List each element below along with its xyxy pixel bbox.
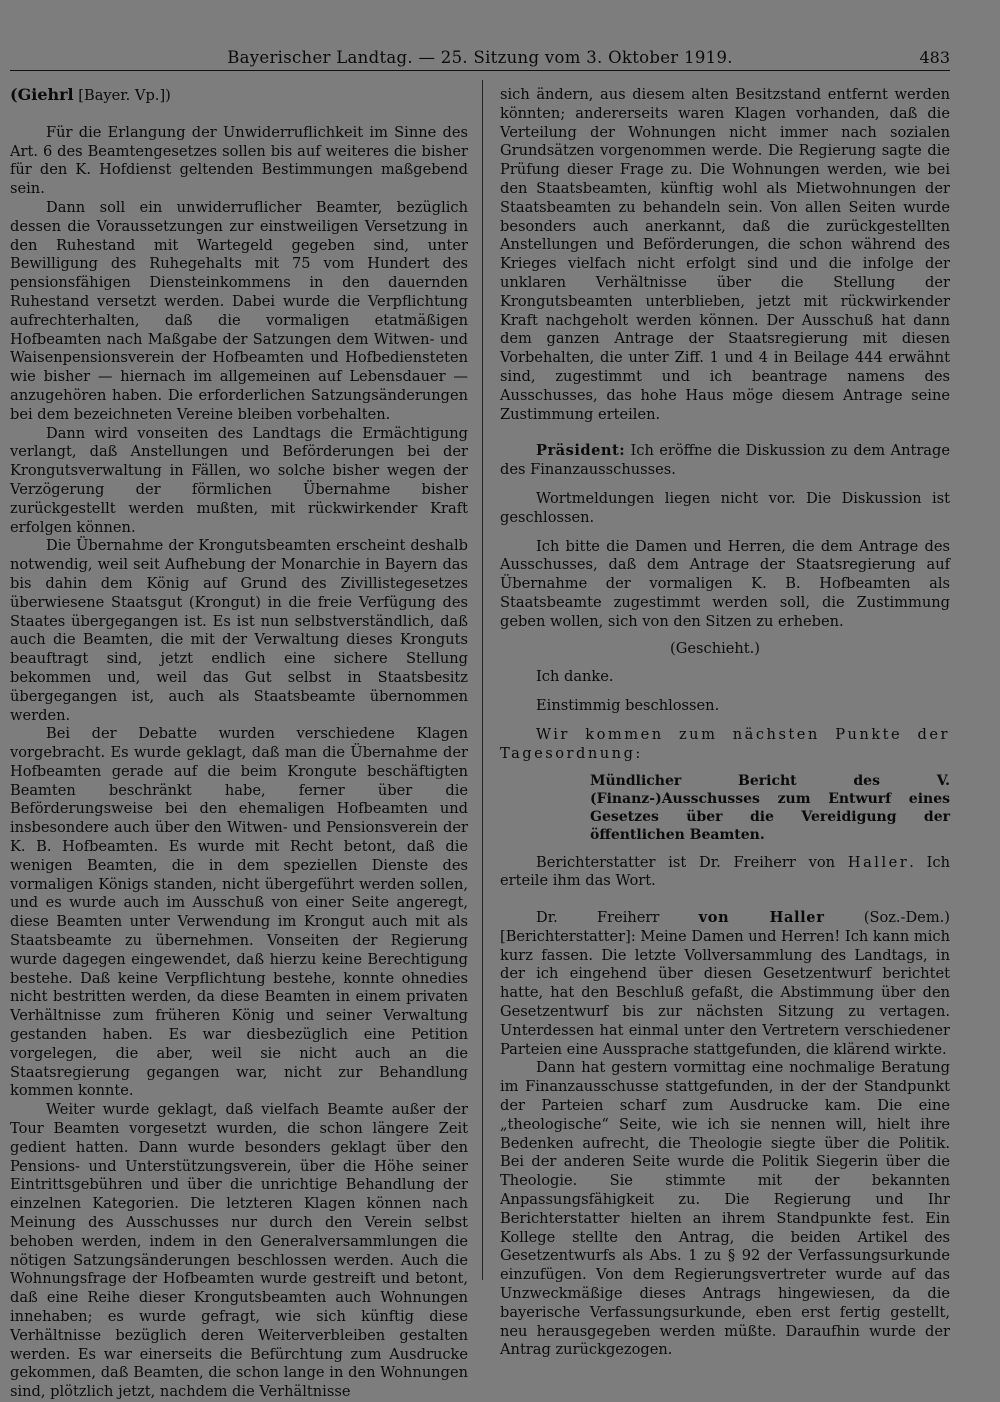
paragraph: Einstimmig beschlossen. — [536, 697, 720, 715]
speaker2-name: von Haller — [698, 909, 825, 927]
left-column — [10, 86, 468, 1402]
paragraph: Ich bitte die Damen und Herren, die dem Antrage des Ausschusses, daß dem Antrage der Staatsregierung auf Übernahme der vormaligen K. B. Hofbeamten als Staatsbeamte zugestimmt werden soll, die Zustimmung geben wollen, sich von den Sitzen zu erheben. — [500, 537, 950, 630]
speaker2-intro: Dr. Freiherr — [536, 909, 699, 927]
page-number: 483 — [919, 48, 950, 67]
paragraph: Ich danke. — [536, 668, 614, 686]
rapporteur-outro: . Ich erteile ihm das Wort. — [500, 853, 950, 890]
president-text: Ich eröffne die Diskussion zu dem Antrage des Finanzausschusses. — [500, 442, 950, 479]
paragraph: Dann soll ein unwiderruflicher Beamter, bezüglich dessen die Voraussetzungen zur einstweiligen Versetzung in den Ruhestand mit Wartegeld gegeben sind, unter Bewilligung des Ruhegehalts mit 75 vom Hundert des pensionsfähigen Diensteinkommens in den dauernden Ruhestand versetzt werden. Dabei wurde die Verpflichtung aufrechterhalten, daß die vormaligen etatmäßigen Hofbeamten nach Maßgabe der Satzungen dem Witwen- und Waisenpensionsverein der Hofbeamten und Hofbediensteten wie bisher — hiernach im allgemeinen auf Lebensdauer — anzugehören haben. Die erforderlichen Satzungsänderungen bei dem bezeichneten Vereine bleiben vorbehalten. — [10, 198, 468, 423]
paragraph: Für die Erlangung der Unwiderruflichkeit im Sinne des Art. 6 des Beamtengesetzes sollen bis auf weiteres die bisher für den K. Hofdienst geltenden Bestimmungen maßgebend sein. — [10, 123, 468, 198]
paragraph: Wortmeldungen liegen nicht vor. Die Diskussion ist geschlossen. — [500, 489, 950, 526]
speaker-party: [Bayer. Vp.]) — [73, 87, 171, 104]
speaker2-text: (Soz.-Dem.) [Berichterstatter]: Meine Damen und Herren! Ich kann mich kurz fassen. Die letzte Vollversammlung des Landtags, in der ich eingehend über diesen Gesetzentwurf berichtet hatte, hat den Beschluß gefaßt, die Abstimmung über den Gesetzentwurf bis zur nächsten Sitzung zu vertagen. Unterdessen hat einmal unter den Vertretern verschiedener Parteien eine Aussprache stattgefunden, die klärend wirkte. — [500, 909, 950, 1058]
president-label: Präsident: — [536, 442, 626, 460]
paragraph: Wir kommen zum nächsten Punkte der Tagesordnung: — [500, 725, 950, 762]
speaker-name: (Giehrl — [10, 85, 74, 104]
agenda-item-title: Mündlicher Bericht des V. (Finanz-)Ausschusses zum Entwurf eines Gesetzes über die Vereidigung der öffentlichen Beamten. — [590, 772, 950, 843]
rapporteur-intro: Berichterstatter ist Dr. Freiherr von — [536, 853, 848, 871]
column-divider — [482, 80, 483, 1280]
president-statement — [500, 442, 950, 480]
running-title: Bayerischer Landtag. — 25. Sitzung vom 3. Oktober 1919. — [227, 48, 733, 67]
paragraph: sich ändern, aus diesem alten Besitzstand entfernt werden könnten; andererseits waren Klagen vorhanden, daß die Verteilung der Wohnungen nicht immer nach sozialen Grundsätzen vorgenommen werde. Die Regierung sagte die Prüfung dieser Frage zu. Die Wohnungen werden, wie bei den Staatsbeamten, künftig wohl als Mietwohnungen der Staatsbeamten zu behandeln sein. Von allen Seiten wurde besonders auch anerkannt, daß die zurückgestellten Anstellungen und Beförderungen, die schon während des Krieges vielfach nicht erfolgt sind und die infolge der unklaren Verhältnisse über die Stellung der Krongutsbeamten unterblieben, jetzt mit rückwirkender Kraft nachgeholt werden können. Der Ausschuß hat dann dem ganzen Antrage der Staatsregierung mit diesen Vorbehalten, die unter Ziff. 1 und 4 in Beilage 444 erwähnt sind, zugestimmt und ich beantrage namens des Ausschusses, das hohe Haus möge diesem Antrage seine Zustimmung erteilen. — [500, 86, 950, 423]
paragraph: Dann hat gestern vormittag eine nochmalige Beratung im Finanzausschusse stattgefunden, in der der Standpunkt der Parteien scharf zum Ausdrucke kam. Die eine „theologische“ Seite, wie ich sie nennen will, hielt ihre Bedenken aufrecht, die Theologie siegte über die Politik. Bei der anderen Seite wurde die Politik Siegerin über die Theologie. Sie stimmte mit der bekannten Anpassungsfähigkeit zu. Die Regierung und Ihr Berichterstatter hielten an ihrem Standpunkte fest. Ein Kollege stellte den Antrag, die beiden Artikel des Gesetzentwurfs als Abs. 1 zu § 92 der Verfassungsurkunde einzufügen. Von dem Regierungsvertreter wurde auf das Unzweckmäßige dieses Antrags hingewiesen, da die bayerische Verfassungsurkunde, eben erst fertig gestellt, neu herausgegeben werden müßte. Daraufhin wurde der Antrag zurückgezogen. — [500, 1059, 950, 1359]
paragraph — [500, 854, 950, 892]
paragraph: Dann wird vonseiten des Landtags die Ermächtigung verlangt, daß Anstellungen und Beförderungen bei der Krongutsverwaltung in Fällen, wo solche bisher wegen der Verzögerung der förmlichen Übernahme bisher zurückgestellt werden mußten, mit rückwirkender Kraft erfolgen können. — [10, 424, 468, 536]
paragraph — [500, 909, 950, 1059]
page-header — [10, 46, 950, 71]
paragraph: Bei der Debatte wurden verschiedene Klagen vorgebracht. Es wurde geklagt, daß man die Übernahme der Hofbeamten gerade auf die beim Krongute beschäftigten Beamten beschränkt habe, ferner über die Beförderungsweise bei den ehemaligen Hofbeamten und insbesondere auch über den Witwen- und Pensionsverein der K. B. Hofbeamten. Es wurde mit Recht betont, daß die wenigen Beamten, die in dem speziellen Dienste des vormaligen Königs standen, nicht übergeführt werden sollen, und es wurde auch im Ausschuß von einer Seite angeregt, diese Beamten unter Verwendung im Krongut auch mit als Staatsbeamte zu übernehmen. Vonseiten der Regierung wurde dagegen eingewendet, daß hierzu keine Berechtigung bestehe. Daß keine Verpflichtung bestehe, konnte ohnedies nicht bestritten werden, da diese Beamten in einem privaten Verhältnisse zum früheren König und seiner Verwaltung gestanden haben. Es war diesbezüglich eine Petition vorgelegen, die aber, weil sie nicht auch an die Staatsregierung gegangen war, nicht zur Behandlung kommen konnte. — [10, 725, 468, 1100]
rapporteur-name: Haller — [847, 853, 910, 871]
stage-note: (Geschieht.) — [670, 639, 760, 657]
paragraph: Weiter wurde geklagt, daß vielfach Beamte außer der Tour Beamten vorgesetzt wurden, die schon längere Zeit gedient hatten. Dann wurde besonders geklagt über den Pensions- und Unterstützungsverein, über die Höhe seiner Eintrittsgebühren und über die unrichtige Behandlung der einzelnen Kategorien. Die letzteren Klagen können nach Meinung des Ausschusses nur durch den Verein selbst behoben werden, indem in den Generalversammlungen die nötigen Satzungsänderungen beschlossen werden. Auch die Wohnungsfrage der Hofbeamten wurde gestreift und betont, daß eine Reihe dieser Krongutsbeamten auch Wohnungen innehaben; es wurde gefragt, wie sich künftig diese Verhältnisse bezüglich deren Weiterverbleiben gestalten werden. Es war einerseits die Befürchtung zum Ausdrucke gekommen, daß Beamten, die schon lange in den Wohnungen sind, plötzlich jetzt, nachdem die Verhältnisse — [10, 1101, 468, 1401]
speaker-heading — [10, 86, 468, 106]
paragraph: Die Übernahme der Krongutsbeamten erscheint deshalb notwendig, weil seit Aufhebung der Monarchie in Bayern das bis dahin dem König auf Grund des Zivillistegesetzes überwiesene Staatsgut (Krongut) in die freie Verfügung des Staates übergegangen ist. Es ist nun selbstverständlich, daß auch die Beamten, die mit der Verwaltung dieses Kronguts beauftragt sind, jetzt endlich eine sichere Stellung bekommen und, weil das Gut selbst in Staatsbesitz übergegangen ist, auch als Staatsbeamte übernommen werden. — [10, 537, 468, 724]
right-column — [500, 86, 950, 1360]
